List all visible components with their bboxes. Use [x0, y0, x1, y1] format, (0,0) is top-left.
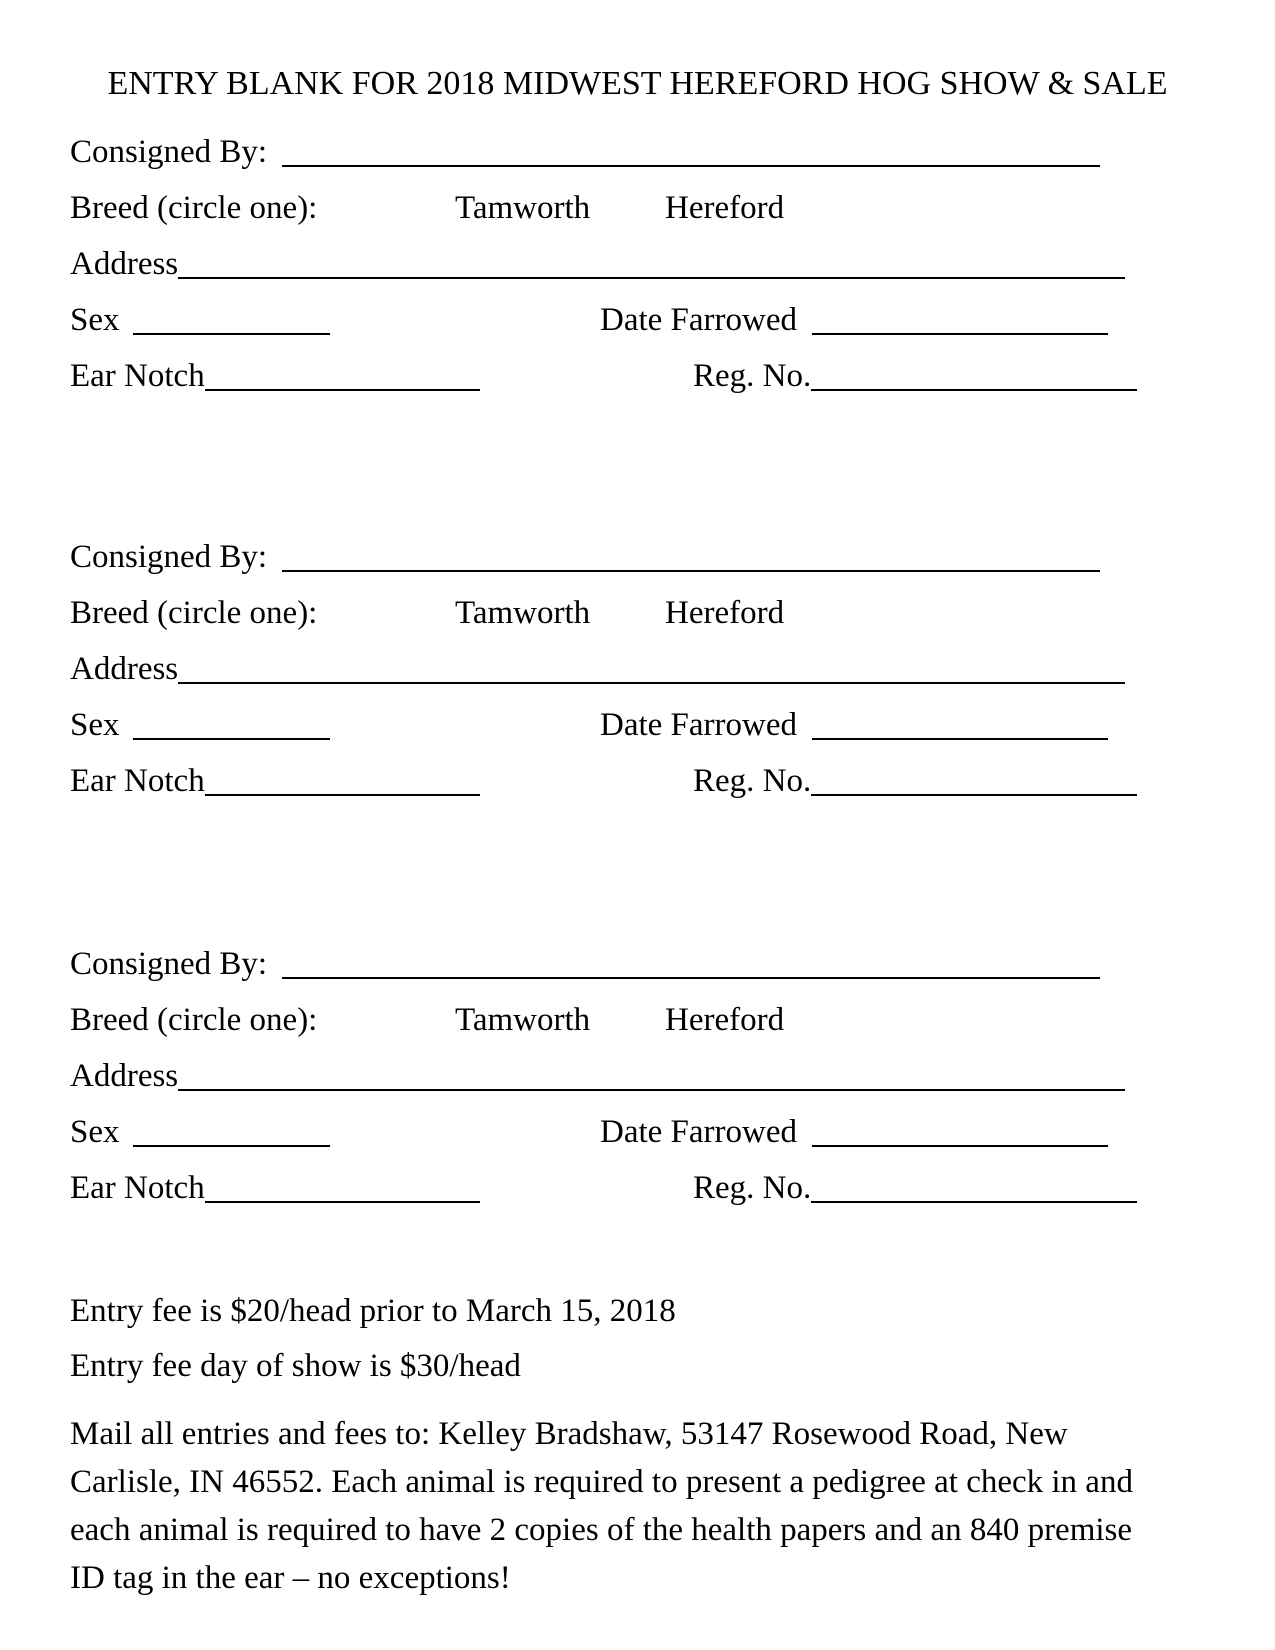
consigned-by-label: Consigned By:: [70, 539, 268, 575]
earnotch-regno-row: [70, 759, 1210, 803]
date-farrowed-field[interactable]: [812, 1139, 1108, 1147]
date-farrowed-label: Date Farrowed: [600, 1114, 798, 1150]
entry-fee-day-of-show-text: Entry fee day of show is $30/head: [70, 1348, 521, 1384]
address-row: [70, 647, 1210, 691]
breed-option-hereford[interactable]: Hereford: [665, 190, 785, 226]
consigned-by-row: [70, 535, 1210, 579]
breed-option-hereford[interactable]: Hereford: [665, 1002, 785, 1038]
ear-notch-label: Ear Notch: [70, 1170, 205, 1206]
breed-option-tamworth[interactable]: Tamworth: [455, 190, 591, 226]
address-label: Address: [70, 1058, 179, 1094]
breed-row: [70, 186, 1210, 230]
sex-field[interactable]: [133, 327, 330, 335]
reg-no-label: Reg. No.: [693, 358, 812, 394]
consigned-by-label: Consigned By:: [70, 946, 268, 982]
reg-no-label: Reg. No.: [693, 1170, 812, 1206]
sex-field[interactable]: [133, 1139, 330, 1147]
consigned-by-row: [70, 130, 1210, 174]
ear-notch-field[interactable]: [205, 788, 480, 796]
breed-option-tamworth[interactable]: Tamworth: [455, 595, 591, 631]
reg-no-field[interactable]: [811, 383, 1137, 391]
address-label: Address: [70, 651, 179, 687]
address-row: [70, 1054, 1210, 1098]
consigned-by-field[interactable]: [282, 564, 1100, 572]
date-farrowed-label: Date Farrowed: [600, 302, 798, 338]
ear-notch-label: Ear Notch: [70, 358, 205, 394]
ear-notch-field[interactable]: [205, 1195, 480, 1203]
breed-option-hereford[interactable]: Hereford: [665, 595, 785, 631]
earnotch-regno-row: [70, 354, 1210, 398]
sex-label: Sex: [70, 1114, 120, 1150]
breed-label: Breed (circle one):: [70, 1002, 318, 1038]
sex-field[interactable]: [133, 732, 330, 740]
address-field[interactable]: [178, 271, 1125, 279]
address-field[interactable]: [178, 1083, 1125, 1091]
address-field[interactable]: [178, 676, 1125, 684]
address-label: Address: [70, 246, 179, 282]
date-farrowed-label: Date Farrowed: [600, 707, 798, 743]
breed-label: Breed (circle one):: [70, 190, 318, 226]
document-title: ENTRY BLANK FOR 2018 MIDWEST HEREFORD HOG SHOW & SALE: [107, 65, 1168, 102]
reg-no-label: Reg. No.: [693, 763, 812, 799]
consigned-by-field[interactable]: [282, 159, 1100, 167]
date-farrowed-field[interactable]: [812, 732, 1108, 740]
mailing-instructions-text: Mail all entries and fees to: Kelley Bradshaw, 53147 Rosewood Road, New Carlisle, IN 46552. Each animal is required to present a pedigree at check in and each animal is required to have 2 copies of the health papers and an 840 premise ID tag in the ear – no exceptions!: [70, 1416, 1133, 1596]
sex-date-row: [70, 298, 1210, 342]
ear-notch-label: Ear Notch: [70, 763, 205, 799]
address-row: [70, 242, 1210, 286]
reg-no-field[interactable]: [811, 1195, 1137, 1203]
breed-row: [70, 591, 1210, 635]
consigned-by-row: [70, 942, 1210, 986]
breed-row: [70, 998, 1210, 1042]
entry-fee-early-text: Entry fee is $20/head prior to March 15, 2018: [70, 1293, 676, 1329]
sex-label: Sex: [70, 302, 120, 338]
breed-option-tamworth[interactable]: Tamworth: [455, 1002, 591, 1038]
breed-label: Breed (circle one):: [70, 595, 318, 631]
consigned-by-label: Consigned By:: [70, 134, 268, 170]
reg-no-field[interactable]: [811, 788, 1137, 796]
earnotch-regno-row: [70, 1166, 1210, 1210]
date-farrowed-field[interactable]: [812, 327, 1108, 335]
sex-date-row: [70, 703, 1210, 747]
consigned-by-field[interactable]: [282, 971, 1100, 979]
sex-label: Sex: [70, 707, 120, 743]
sex-date-row: [70, 1110, 1210, 1154]
ear-notch-field[interactable]: [205, 383, 480, 391]
